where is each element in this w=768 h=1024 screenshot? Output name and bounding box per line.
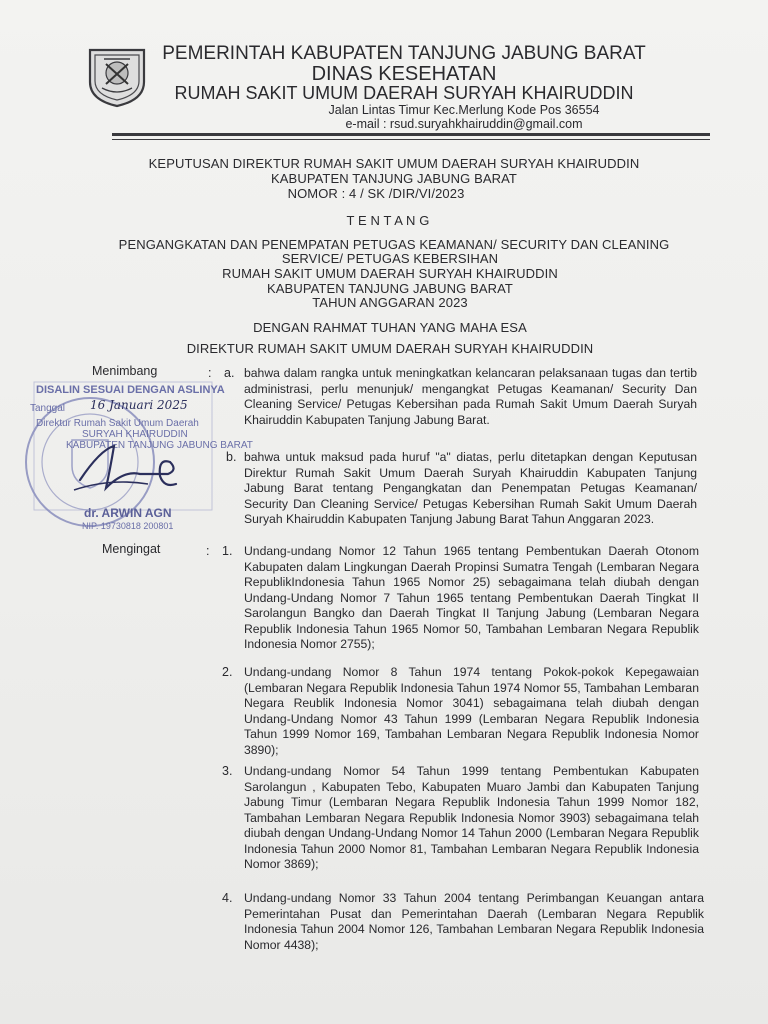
- legalization-stamp: [22, 378, 253, 538]
- menimbang-marker: b.: [226, 450, 237, 464]
- mengingat-item: Undang-undang Nomor 33 Tahun 2004 tentang Perimbangan Keuangan antara Pemerintahan Pusat dan Pemerintahan Daerah (Lembaran Negara Republik Indonesia Tahun 2004 Nomor 126, Tambahan Lembaran Negara Republik Indonesia Nomor 4438);: [244, 891, 704, 952]
- decree-blessing: DENGAN RAHMAT TUHAN YANG MAHA ESA: [253, 320, 527, 335]
- menimbang-label: Menimbang: [92, 364, 158, 378]
- header-divider: [112, 133, 710, 136]
- signature-icon: [70, 440, 180, 500]
- mengingat-marker: 2.: [222, 665, 233, 679]
- menimbang-marker: a.: [224, 366, 235, 380]
- letterhead-email: e-mail : rsud.suryahkhairuddin@gmail.com: [345, 117, 583, 131]
- decree-director: DIREKTUR RUMAH SAKIT UMUM DAERAH SURYAH KHAIRUDDIN: [186, 341, 594, 356]
- letterhead-government: PEMERINTAH KABUPATEN TANJUNG JABUNG BARAT: [162, 43, 646, 64]
- stamp-title: DISALIN SESUAI DENGAN ASLINYA: [36, 384, 225, 396]
- decree-title: KEPUTUSAN DIREKTUR RUMAH SAKIT UMUM DAERAH SURYAH KHAIRUDDIN: [148, 156, 640, 171]
- stamp-signer-nip: NIP. 19730818 200801: [82, 521, 174, 531]
- decree-subject: TAHUN ANGGARAN 2023: [312, 295, 468, 310]
- letterhead-hospital: RUMAH SAKIT UMUM DAERAH SURYAH KHAIRUDDIN: [174, 83, 634, 103]
- header-divider-thin: [112, 139, 710, 140]
- stamp-date-value: 16 Januari 2025: [90, 398, 188, 412]
- menimbang-item: bahwa dalam rangka untuk meningkatkan kelancaran pelaksanaan tugas dan tertib administrasi, perlu menunjuk/ mengangkat Petugas Keamanan/ Security Dan Cleaning Service/ Petugas Kebersihan pada Rumah Sakit Umum Daerah Suryah Khairuddin Kabupaten Tanjung Jabung Barat.: [244, 366, 697, 427]
- menimbang-colon: :: [208, 366, 212, 380]
- mengingat-item: Undang-undang Nomor 8 Tahun 1974 tentang Pokok-pokok Kepegawaian (Lembaran Negara Republik Indonesia Tahun 1974 Nomor 55, Tambahan Lembaran Negara Reublik Indonesia Nomor 3041) sebagaimana telah diubah dengan Undang-Undang Nomor 43 Tahun 1999 (Lembaran Negara Republik Indonesia Tahun 1999 Nomor 169, Tambahan Lembaran Negara Republik Indonesia Nomor 3890);: [244, 665, 699, 757]
- mengingat-colon: :: [206, 544, 210, 558]
- decree-subject: KABUPATEN TANJUNG JABUNG BARAT: [267, 281, 513, 296]
- letterhead-department: DINAS KESEHATAN: [311, 63, 497, 85]
- stamp-date-label: Tanggal: [30, 403, 66, 414]
- decree-subject: SERVICE/ PETUGAS KEBERSIHAN: [281, 251, 499, 266]
- stamp-signer-name: dr. ARWIN AGN: [84, 506, 172, 520]
- mengingat-label: Mengingat: [102, 542, 161, 556]
- mengingat-item: Undang-undang Nomor 54 Tahun 1999 tentang Pembentukan Kabupaten Sarolangun , Kabupaten Tebo, Kabupaten Muaro Jambi dan Kabupaten Tanjung Jabung Timur (Lembaran Negara Republik Indonesia Tahun 1999 Nomor 182, Tambahan Lembaran Negara Republik Indonesia Nomor 3903) sebagaimana telah diubah dengan Undang-Undang Nomor 14 Tahun 2000 (Lembaran Negara Republik Indonesia Tahun 2000 Nomor 81, Tambahan Lembaran Negara Republik Indonesia Nomor 3869);: [244, 764, 699, 871]
- mengingat-item: Undang-undang Nomor 12 Tahun 1965 tentang Pembentukan Daerah Otonom Kabupaten dalam Lingkungan Daerah Propinsi Sumatra Tengah (Lembaran Negara RepublikIndonesia Tahun 1965 Nomor 25) sebagaimana telah diubah dengan Undang-Undang Nomor 7 Tahun 1965 tentang Pembentukan Daerah Tingkat II Sarolangun Bangko dan Daerah Tingkat II Tanjung Jabung (Lembaran Negara Republik Indonesia Tahun 1965 Nomor 50, Tambahan Lembaran Negara Republik Indonesia Nomor 2755);: [244, 544, 699, 651]
- mengingat-marker: 4.: [222, 891, 233, 905]
- stamp-hospital: SURYAH KHAIRUDDIN: [82, 429, 188, 440]
- mengingat-marker: 1.: [222, 544, 233, 558]
- decree-tentang: T E N T A N G: [346, 213, 430, 228]
- stamp-regency: KABUPATEN TANJUNG JABUNG BARAT: [66, 440, 253, 451]
- menimbang-item: bahwa untuk maksud pada huruf "a" diatas, perlu ditetapkan dengan Keputusan Direktur Rumah Sakit Umum Daerah Suryah Khairuddin Kabupaten Tanjung Jabung Barat tentang Pengangkatan dan Penempatan Petugas Keamanan/ Security Dan Cleaning Service/ Petugas Kebersihan Rumah Sakit Umum Daerah Suryah Khairuddin Kabupaten Tanjung Jabung Barat Tahun Anggaran 2023.: [244, 450, 697, 526]
- decree-number: NOMOR : 4 / SK /DIR/VI/2023: [287, 186, 465, 201]
- decree-regency: KABUPATEN TANJUNG JABUNG BARAT: [271, 171, 517, 186]
- letterhead-address: Jalan Lintas Timur Kec.Merlung Kode Pos 36554: [328, 103, 600, 117]
- decree-subject: PENGANGKATAN DAN PENEMPATAN PETUGAS KEAMANAN/ SECURITY DAN CLEANING: [118, 237, 670, 252]
- stamp-director: Direktur Rumah Sakit Umum Daerah: [36, 418, 199, 429]
- decree-subject: RUMAH SAKIT UMUM DAERAH SURYAH KHAIRUDDIN: [222, 266, 558, 281]
- mengingat-marker: 3.: [222, 764, 233, 778]
